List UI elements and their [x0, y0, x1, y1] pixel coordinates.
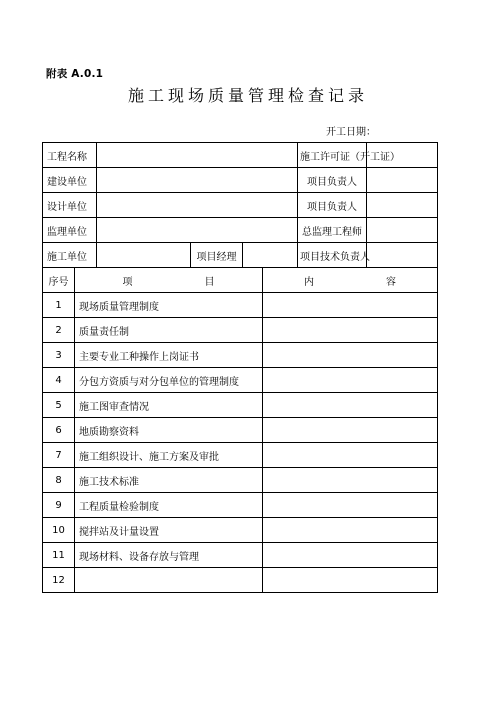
project-manager-value[interactable]	[243, 243, 298, 268]
item-content-cell[interactable]	[263, 418, 438, 443]
construction-unit-label: 建设单位	[43, 168, 97, 193]
item-header-char-1: 项	[122, 276, 133, 288]
construction-unit-manager-value[interactable]	[367, 168, 438, 193]
construction-unit-value[interactable]	[97, 168, 298, 193]
table-row-project-name	[43, 143, 438, 168]
item-column-header	[75, 268, 263, 293]
item-no: 12	[43, 568, 75, 593]
item-name: 主要专业工种操作上岗证书	[75, 343, 263, 368]
content-header-char-1: 内	[304, 276, 314, 288]
content-header-char-2: 容	[386, 276, 396, 288]
table-row	[43, 443, 438, 468]
item-no: 9	[43, 493, 75, 518]
item-name	[75, 568, 263, 593]
item-content-cell[interactable]	[263, 393, 438, 418]
no-column-header: 序号	[43, 268, 75, 293]
item-content-cell[interactable]	[263, 443, 438, 468]
project-name-label: 工程名称	[43, 143, 97, 168]
table-row	[43, 468, 438, 493]
item-name: 现场材料、设备存放与管理	[75, 543, 263, 568]
chief-supervisor-value[interactable]	[367, 218, 438, 243]
table-row-construction-unit	[43, 168, 438, 193]
start-date-label: 开工日期：	[326, 127, 376, 138]
item-content-cell[interactable]	[263, 543, 438, 568]
item-name: 施工图审查情况	[75, 393, 263, 418]
project-name-value[interactable]	[97, 143, 298, 168]
permit-label: 施工许可证（开工证）	[298, 143, 367, 168]
design-unit-label: 设计单位	[43, 193, 97, 218]
supervision-unit-label: 监理单位	[43, 218, 97, 243]
table-row-items-header	[43, 268, 438, 293]
table-row	[43, 293, 438, 318]
table-row	[43, 393, 438, 418]
item-name: 质量责任制	[75, 318, 263, 343]
item-content-cell[interactable]	[263, 468, 438, 493]
design-unit-manager-label: 项目负责人	[298, 193, 367, 218]
item-no: 8	[43, 468, 75, 493]
item-no: 6	[43, 418, 75, 443]
item-content-cell[interactable]	[263, 493, 438, 518]
appendix-label: 附表 A.0.1	[46, 68, 104, 80]
item-content-cell[interactable]	[263, 568, 438, 593]
design-unit-manager-value[interactable]	[367, 193, 438, 218]
item-no: 7	[43, 443, 75, 468]
item-no: 2	[43, 318, 75, 343]
item-no: 5	[43, 393, 75, 418]
table-row	[43, 518, 438, 543]
table-row	[43, 493, 438, 518]
item-header-char-2: 目	[204, 276, 215, 288]
table-row	[43, 543, 438, 568]
design-unit-value[interactable]	[97, 193, 298, 218]
project-manager-label: 项目经理	[191, 243, 243, 268]
page-title: 施工现场质量管理检查记录	[127, 86, 368, 105]
table-row-supervision-unit	[43, 218, 438, 243]
item-no: 4	[43, 368, 75, 393]
item-content-cell[interactable]	[263, 343, 438, 368]
table-row	[43, 368, 438, 393]
item-name: 分包方资质与对分包单位的管理制度	[75, 368, 263, 393]
contractor-value[interactable]	[97, 243, 191, 268]
table-row	[43, 318, 438, 343]
item-content-cell[interactable]	[263, 368, 438, 393]
construction-unit-manager-label: 项目负责人	[298, 168, 367, 193]
item-no: 11	[43, 543, 75, 568]
item-name: 施工组织设计、施工方案及审批	[75, 443, 263, 468]
table-row-contractor	[43, 243, 438, 268]
table-row	[43, 343, 438, 368]
item-name: 施工技术标准	[75, 468, 263, 493]
item-no: 10	[43, 518, 75, 543]
table-row-design-unit	[43, 193, 438, 218]
content-column-header	[263, 268, 438, 293]
item-no: 1	[43, 293, 75, 318]
contractor-label: 施工单位	[43, 243, 97, 268]
chief-supervisor-label: 总监理工程师	[298, 218, 367, 243]
item-name: 工程质量检验制度	[75, 493, 263, 518]
item-no: 3	[43, 343, 75, 368]
table-row	[43, 418, 438, 443]
technical-manager-label: 项目技术负责人	[298, 243, 367, 268]
item-name: 现场质量管理制度	[75, 293, 263, 318]
item-name: 地质勘察资料	[75, 418, 263, 443]
item-name: 搅拌站及计量设置	[75, 518, 263, 543]
item-content-cell[interactable]	[263, 318, 438, 343]
item-content-cell[interactable]	[263, 293, 438, 318]
technical-manager-value[interactable]	[367, 243, 438, 268]
supervision-unit-value[interactable]	[97, 218, 298, 243]
table-row	[43, 568, 438, 593]
item-content-cell[interactable]	[263, 518, 438, 543]
record-table	[42, 142, 438, 593]
